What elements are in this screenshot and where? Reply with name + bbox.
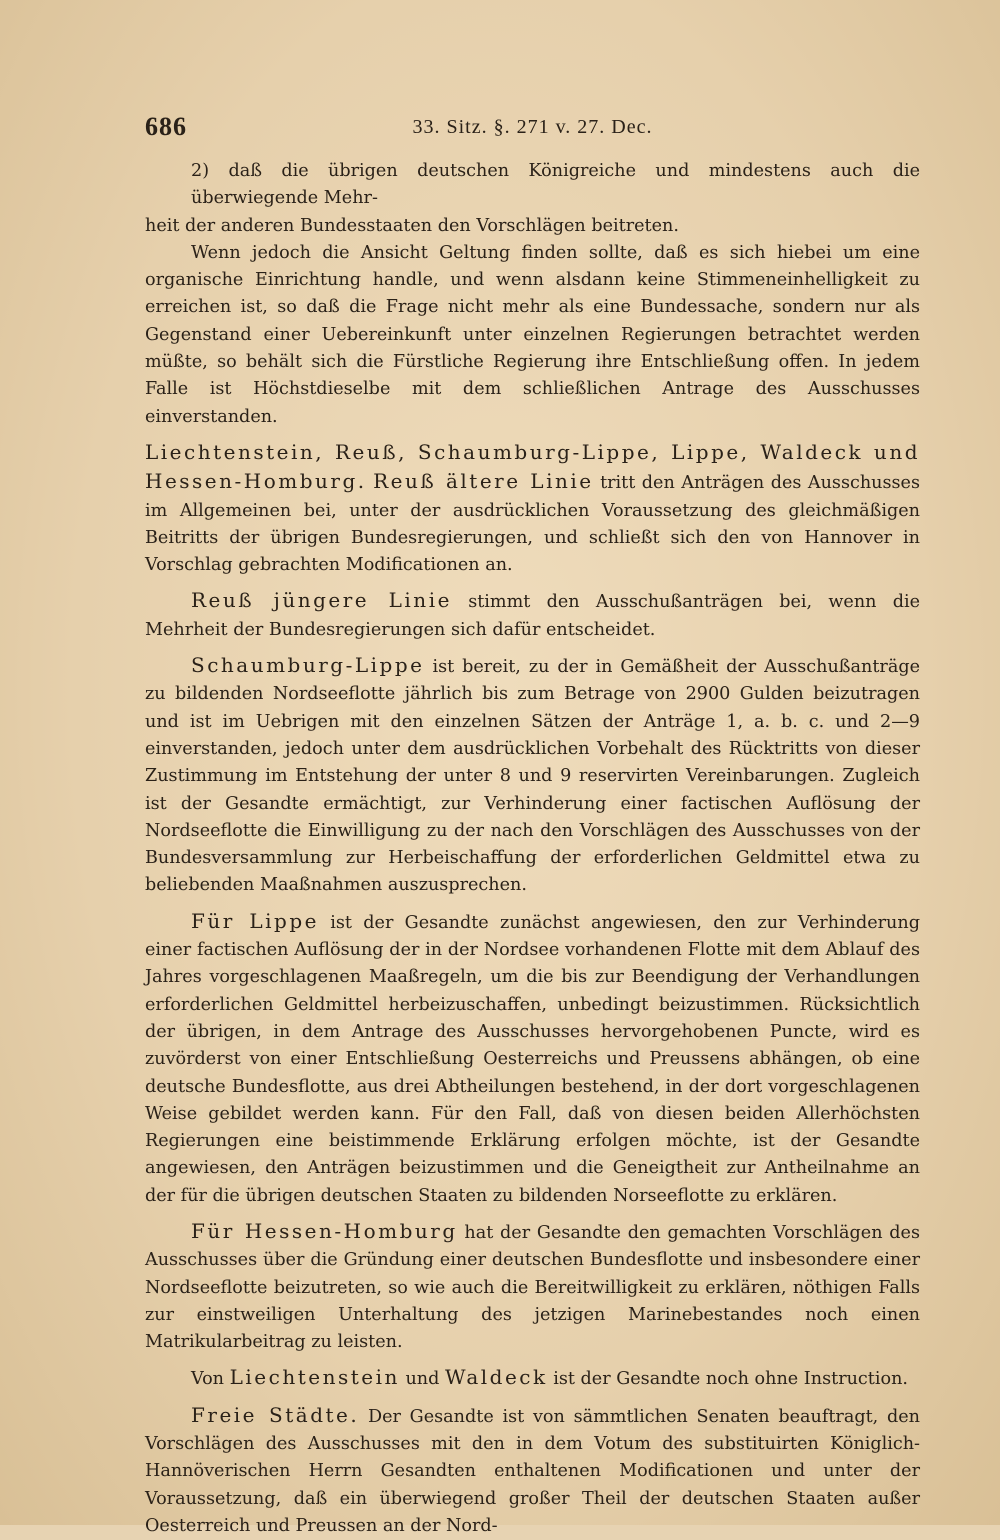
paragraph-group-vote <box>145 439 920 579</box>
freie-staedte-lead: Freie Städte. <box>191 1402 360 1427</box>
paragraph-schaumburg-lippe <box>145 652 920 900</box>
reuss-aeltere-text: tritt den Anträgen des Ausschusses im Allgemeinen bei, unter der ausdrücklichen Voraussetzung des gleichmäßigen Beitritts der übrigen Bundesregierungen, und schließt sich den von Hannover in Vorschlag gebrachten Modificationen an. <box>145 473 921 576</box>
reuss-aeltere-lead: Reuß ältere Linie <box>373 469 594 494</box>
paragraph-reservation: Wenn jedoch die Ansicht Geltung finden sollte, daß es sich hiebei um eine organische Einrichtung handle, und wenn alsdann keine Stimmeneinhelligkeit zu erreichen ist, so daß die Frage nicht mehr als eine Bundessache, sondern nur als Gegenstand einer Uebereinkunft unter einzelnen Regierungen betrachtet werden müßte, so behält sich die Fürstliche Regierung ihre Entschließung offen. In jedem Falle ist Höchstdieselbe mit dem schließlichen Antrage des Ausschusses einverstanden. <box>145 242 920 427</box>
reuss-juengere-text: stimmt den Ausschußanträgen bei, wenn die Mehrheit der Bundesregierungen sich dafür entscheidet. <box>145 592 921 640</box>
paragraph-item-2: 2) daß die übrigen deutschen Königreiche und mindestens auch die überwiegende Mehr- <box>191 161 920 209</box>
waldeck-name: Waldeck <box>445 1365 548 1390</box>
und-word: und <box>405 1369 440 1390</box>
reuss-juengere-lead: Reuß jüngere Linie <box>191 588 452 613</box>
paragraph-freie-staedte <box>145 1402 920 1540</box>
liechtenstein-name: Liechtenstein <box>229 1365 400 1390</box>
group-heading: Liechtenstein, Reuß, Schaumburg-Lippe, Lippe, Waldeck und Hessen-Homburg. <box>145 439 920 494</box>
running-head: 33. Sitz. §. 271 v. 27. Dec. <box>412 116 653 138</box>
lippe-lead: Für Lippe <box>191 908 319 933</box>
body-text <box>145 158 920 1540</box>
schaumburg-lippe-lead: Schaumburg-Lippe <box>191 653 425 678</box>
paragraph-hessen-homburg <box>145 1218 920 1356</box>
schaumburg-lippe-text: ist bereit, zu der in Gemäßheit der Ausschußanträge zu bildenden Nordseeflotte jährlich bis zum Betrage von 2900 Gulden beizutragen und ist im Uebrigen mit den einzelnen Sätzen der Anträge 1, a. b. c. und 2—9 einverstanden, jedoch unter dem ausdrücklichen Vorbehalt des Rücktritts von dieser Zustimmung im Entstehung der unter 8 und 9 reservirten Vereinbarungen. Zugleich ist der Gesandte ermächtigt, zur Verhinderung einer factischen Auflösung der Nordseeflotte die Einwilligung zu der nach den Vorschlägen des Ausschusses von der Bundesversammlung zur Herbeischaffung der erforderlichen Geldmittel etwa zu beliebenden Maaßnahmen auszusprechen. <box>145 657 920 896</box>
paragraph-lippe <box>145 908 920 1210</box>
lippe-text: ist der Gesandte zunächst angewiesen, den zur Verhinderung einer factischen Auflösung der in der Nordsee vorhandenen Flotte mit dem Ablauf des Jahres vorgeschlagenen Maaßregeln, um die bis zur Beendigung der Verhandlungen erforderlichen Geldmittel herbeizuschaffen, unbedingt beizustimmen. Rücksichtlich der übrigen, in dem Antrage des Ausschusses hervorgehobenen Puncte, wird es zuvörderst von einer Entschließung Oesterreichs und Preussens abhängen, ob eine deutsche Bundesflotte, aus drei Abtheilungen bestehend, in der dort vorgeschlagenen Weise gebildet werden kann. Für den Fall, daß von diesen beiden Allerhöchsten Regierungen eine beistimmende Erklärung erfolgen möchte, ist der Gesandte angewiesen, den Anträgen beizustimmen und die Geneigtheit zur Antheilnahme an der für die übrigen deutschen Staaten zu bildenden Norseeflotte zu erklären. <box>145 912 920 1206</box>
von-word: Von <box>191 1369 225 1390</box>
page-header <box>145 112 920 146</box>
page-number: 686 <box>145 112 187 141</box>
hessen-homburg-lead: Für Hessen-Homburg <box>191 1218 458 1243</box>
paragraph-item-2-continuation: heit der anderen Bundesstaaten den Vorschlägen beitreten. <box>145 215 679 236</box>
hessen-homburg-text: hat der Gesandte den gemachten Vorschlägen des Ausschusses über die Gründung einer deutschen Bundesflotte und insbesondere einer Nordseeflotte beizutreten, so wie auch die Bereitwilligkeit zu erklären, nöthigen Falls zur einstweiligen Unterhaltung des jetzigen Marinebestandes noch einen Matrikularbeitrag zu leisten. <box>145 1222 920 1353</box>
freie-staedte-text: Der Gesandte ist von sämmtlichen Senaten beauftragt, den Vorschlägen des Ausschusses mit den in dem Votum des substituirten Königlich-Hannöverischen Herrn Gesandten enthaltenen Modificationen und unter der Voraussetzung, daß ein überwiegend großer Theil der deutschen Staaten außer Oesterreich und Preussen an der Nord- <box>145 1406 921 1536</box>
instruction-text: ist der Gesandte noch ohne Instruction. <box>553 1369 908 1390</box>
paragraph-liechtenstein-waldeck <box>145 1364 920 1393</box>
paragraph-reuss-juengere <box>145 587 920 644</box>
